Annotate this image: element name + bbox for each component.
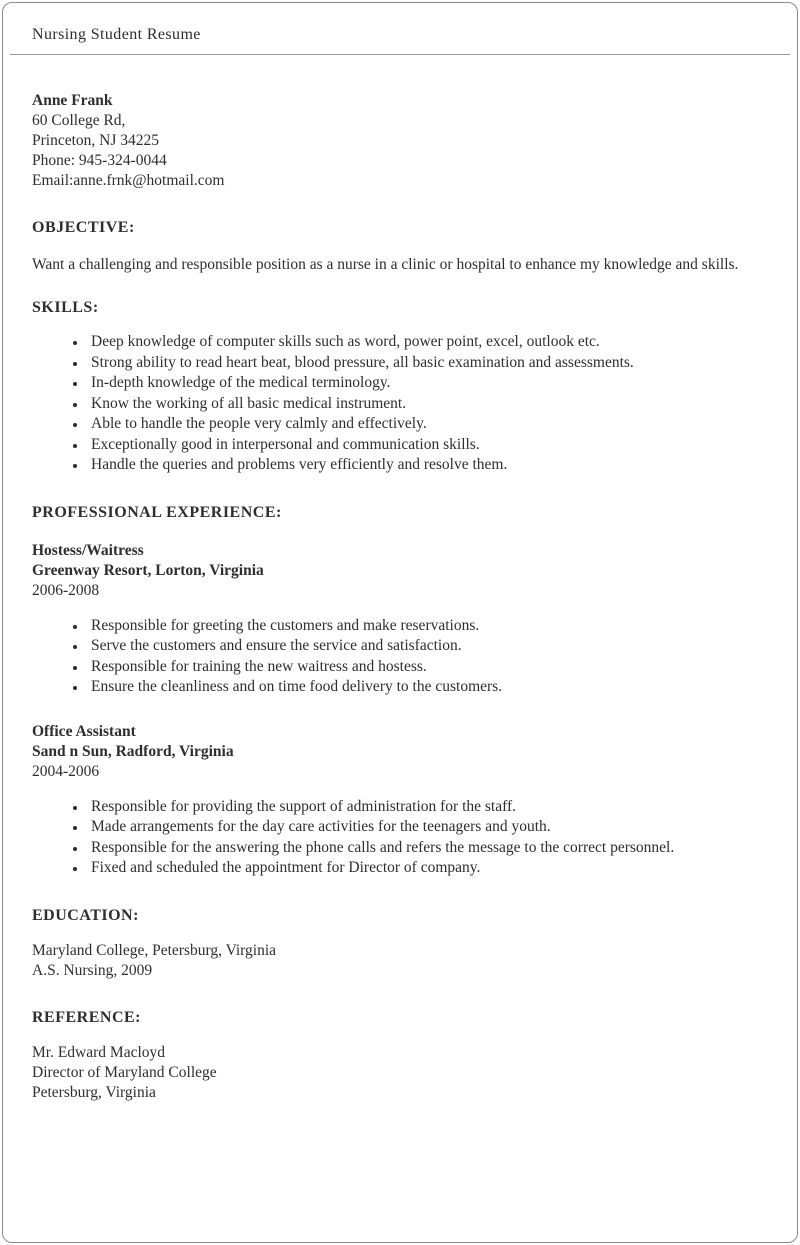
reference-block — [32, 1043, 768, 1103]
objective-heading: OBJECTIVE: — [32, 219, 135, 236]
experience-heading: PROFESSIONAL EXPERIENCE: — [32, 503, 282, 521]
contact-phone: Phone: 945-324-0044 — [32, 152, 167, 169]
education-block — [32, 941, 768, 981]
contact-address-line1: 60 College Rd, — [32, 112, 126, 129]
skills-heading: SKILLS: — [32, 299, 99, 316]
job-entry — [32, 541, 768, 601]
job-entry — [32, 722, 768, 782]
job-bullet-item: • Fixed and scheduled the appointment for Director of company. — [87, 858, 768, 879]
contact-email: Email:anne.frnk@hotmail.com — [32, 172, 225, 189]
reference-line: Petersburg, Virginia — [32, 1083, 156, 1101]
skill-item: • Exceptionally good in interpersonal and communication skills. — [87, 435, 768, 456]
contact-name: Anne Frank — [32, 92, 113, 109]
skill-item: • Able to handle the people very calmly and effectively. — [87, 414, 768, 435]
job-bullet-item: • Responsible for greeting the customers and make reservations. — [87, 616, 768, 637]
job-bullet-item: • Ensure the cleanliness and on time food delivery to the customers. — [87, 677, 768, 698]
job-bullet-item: • Serve the customers and ensure the service and satisfaction. — [87, 636, 768, 657]
job-bullet-list — [32, 616, 768, 698]
job-employer: Sand n Sun, Radford, Virginia — [32, 742, 234, 760]
education-line: A.S. Nursing, 2009 — [32, 961, 153, 979]
reference-line: Director of Maryland College — [32, 1063, 217, 1081]
job-bullet-list — [32, 797, 768, 879]
skills-list — [32, 332, 768, 476]
job-dates: 2004-2006 — [32, 762, 100, 780]
objective-text: Want a challenging and responsible position as a nurse in a clinic or hospital to enhance my knowledge and skills. — [32, 256, 739, 273]
skill-item: • Know the working of all basic medical instrument. — [87, 394, 768, 415]
skill-item: • Handle the queries and problems very efficiently and resolve them. — [87, 455, 768, 476]
job-bullet-item: • Responsible for providing the support of administration for the staff. — [87, 797, 768, 818]
skill-item: • Strong ability to read heart beat, blood pressure, all basic examination and assessments. — [87, 353, 768, 374]
job-title: Hostess/Waitress — [32, 541, 144, 559]
job-employer: Greenway Resort, Lorton, Virginia — [32, 561, 264, 579]
education-line: Maryland College, Petersburg, Virginia — [32, 941, 277, 959]
job-title: Office Assistant — [32, 722, 136, 740]
reference-line: Mr. Edward Macloyd — [32, 1043, 166, 1061]
job-bullet-item: • Made arrangements for the day care activities for the teenagers and youth. — [87, 817, 768, 838]
skill-item: • Deep knowledge of computer skills such as word, power point, excel, outlook etc. — [87, 332, 768, 353]
job-bullet-item: • Responsible for the answering the phone calls and refers the message to the correct personnel. — [87, 838, 768, 859]
skill-item: • In-depth knowledge of the medical terminology. — [87, 373, 768, 394]
job-bullet-item: • Responsible for training the new waitress and hostess. — [87, 657, 768, 678]
job-dates: 2006-2008 — [32, 581, 100, 599]
education-heading: EDUCATION: — [32, 906, 139, 924]
document-title: Nursing Student Resume — [32, 26, 201, 43]
contact-address-line2: Princeton, NJ 34225 — [32, 132, 160, 149]
title-divider — [10, 54, 790, 55]
contact-block — [32, 91, 768, 191]
reference-heading: REFERENCE: — [32, 1008, 142, 1026]
